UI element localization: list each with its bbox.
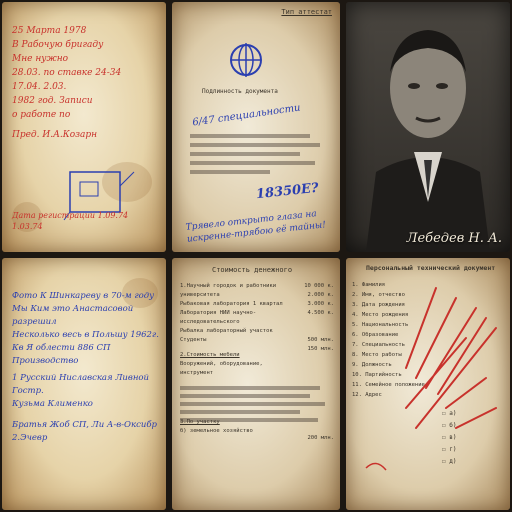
handwritten-text: 25 Марта 1978 В Рабочую бригаду Мне нужно 28.03. по ставке 24-34 17.04. 2.03. 1982 год. Записи о работе по Пред. И.А.Козарн (12, 26, 122, 140)
handwritten-bottom-note: Трявело открыто глаза на искренне-трябою её тайны! (185, 209, 327, 245)
document-tile-questionnaire[interactable] (346, 258, 510, 510)
report-numbers: 10 000 к. 2.000 к. 3.000 к. 4.500 к. 500 млн. 150 млн. 200 млн. (304, 283, 334, 441)
report-title: Стоимость денежного (212, 266, 293, 274)
form-rows: 1. Фамилия 2. Имя, отчество 3. Дата рождения 4. Место рождения 5. Национальность 6. Образование 7. Специальность 8. Место работы 9. Должность 10. Партийность 11. Семейное положение 12. Адрес (352, 282, 425, 398)
checkbox-column: ☐ а) ☐ б) ☐ в) ☐ г) ☐ д) (442, 410, 457, 465)
form-header: Тип аттестат (281, 8, 332, 16)
typed-lines (190, 134, 330, 184)
document-tile-certificate[interactable] (172, 2, 340, 252)
report-body: 1.Научный городок и работники университета Рыбаковая лаборатория 1 квартал Лаборатория НИИ научно-исследовательского Рыбалка лабораторный участок Студенты 2.Стоимость мебели Вооружений, оборудование, инструмент 3.По участку б) земельное хозяйство (180, 283, 283, 434)
portrait-photo[interactable] (346, 2, 510, 252)
form-title: Персональный технический документ (366, 264, 496, 272)
footer-note: Дата регистрации 1.09.74 1.03.74 (12, 211, 129, 231)
handwritten-question: 18350E? (255, 180, 320, 203)
document-tile-typed-report[interactable] (172, 258, 340, 510)
red-scribble-marks (346, 258, 510, 510)
globe-emblem-icon (228, 42, 264, 78)
handwritten-text: Фото К Шинкареву в 70-м году Мы Ким это Анастасовой разрешил Несколько весь в Польшу 1962г. Кв Я облести 886 СП Производство 1 Русский Ниславская Ливной Гостр. Кузьма Клименко Братья Жоб СП, Ли А-в-Оксибр 2.Эчевр (12, 291, 159, 443)
person-portrait-icon (346, 2, 510, 252)
form-subheader: Подлинность документа (202, 88, 278, 95)
document-tile-letter-red[interactable] (2, 2, 166, 252)
handwritten-note: 6/47 специальности (191, 102, 302, 129)
portrait-caption: Лебедев Н. А. (406, 231, 502, 246)
document-tile-letter-blue[interactable] (2, 258, 166, 510)
